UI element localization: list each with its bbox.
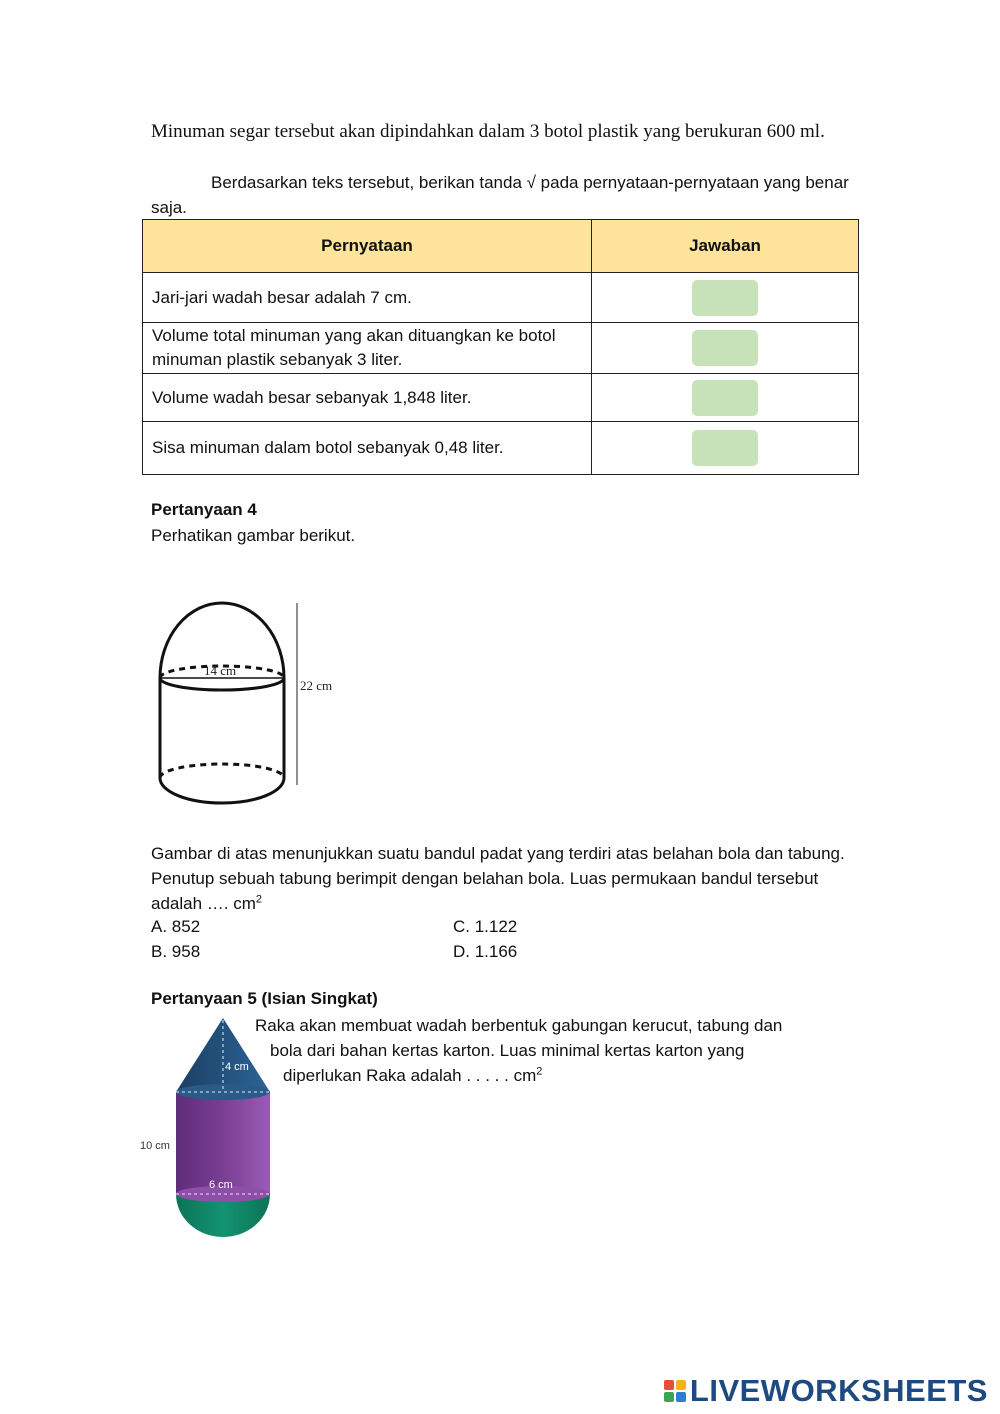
answer-checkbox-2[interactable] xyxy=(692,330,758,366)
header-answer: Jawaban xyxy=(592,220,859,273)
q5-line1: Raka akan membuat wadah berbentuk gabungan kerucut, tabung dan xyxy=(255,1016,783,1035)
answer-checkbox-4[interactable] xyxy=(692,430,758,466)
q5-container-figure xyxy=(130,1012,290,1242)
q5-line2: bola dari bahan kertas karton. Luas minimal kertas karton yang xyxy=(270,1041,745,1060)
answer-checkbox-3[interactable] xyxy=(692,380,758,416)
q4-question-text: Gambar di atas menunjukkan suatu bandul padat yang terdiri atas belahan bola dan tabung. Penutup sebuah tabung berimpit dengan belahan bola. Luas permukaan bandul tersebut adalah …. cm xyxy=(151,844,845,913)
q5-line3-sup: 2 xyxy=(536,1065,543,1078)
table-row xyxy=(143,374,859,422)
answer-cell xyxy=(592,323,859,374)
q5-title: Pertanyaan 5 (Isian Singkat) xyxy=(151,989,378,1008)
liveworksheets-logo xyxy=(664,1373,988,1409)
option-b[interactable]: B. 958 xyxy=(151,942,201,961)
answer-cell xyxy=(592,273,859,323)
table-row xyxy=(143,323,859,374)
q4-pendulum-figure xyxy=(140,595,340,815)
statement-cell: Jari-jari wadah besar adalah 7 cm. xyxy=(143,273,592,323)
statement-cell: Sisa minuman dalam botol sebanyak 0,48 liter. xyxy=(143,422,592,475)
table-header-row xyxy=(143,220,859,273)
answer-cell xyxy=(592,422,859,475)
intro-paragraph: Minuman segar tersebut akan dipindahkan dalam 3 botol plastik yang berukuran 600 ml. xyxy=(151,121,825,142)
statement-cell: Volume total minuman yang akan dituangkan ke botol minuman plastik sebanyak 3 liter. xyxy=(143,323,592,374)
option-a[interactable]: A. 852 xyxy=(151,917,201,936)
cone-height-label: 4 cm xyxy=(225,1061,249,1073)
q4-question-sup: 2 xyxy=(255,893,263,906)
diameter-label: 6 cm xyxy=(209,1179,233,1191)
cylinder-height-label: 10 cm xyxy=(140,1140,170,1152)
instruction-text xyxy=(151,170,849,220)
q4-prompt: Perhatikan gambar berikut. xyxy=(151,526,356,545)
statement-cell: Volume wadah besar sebanyak 1,848 liter. xyxy=(143,374,592,422)
q4-question xyxy=(151,841,851,916)
brand-name: LIVEWORKSHEETS xyxy=(689,1373,988,1408)
statement-table xyxy=(142,219,859,475)
q5-line3-text: diperlukan Raka adalah . . . . . cm xyxy=(283,1066,537,1085)
q5-line3 xyxy=(283,1063,542,1088)
option-c[interactable]: C. 1.122 xyxy=(453,917,518,936)
table-row xyxy=(143,273,859,323)
table-row xyxy=(143,422,859,475)
height-label: 22 cm xyxy=(300,678,333,693)
diameter-label: 14 cm xyxy=(204,663,237,678)
answer-checkbox-1[interactable] xyxy=(692,280,758,316)
bottom-ellipse-back xyxy=(160,764,284,778)
logo-icon xyxy=(664,1380,686,1402)
option-d[interactable]: D. 1.166 xyxy=(453,942,518,961)
bottom-ellipse-front xyxy=(160,778,284,803)
header-statement: Pernyataan xyxy=(143,220,592,273)
top-ellipse-front xyxy=(160,678,284,690)
q4-title: Pertanyaan 4 xyxy=(151,500,257,519)
answer-cell xyxy=(592,374,859,422)
instruction-label: Berdasarkan teks tersebut, berikan tanda √ pada pernyataan-pernyataan yang benar saja. xyxy=(151,173,849,217)
